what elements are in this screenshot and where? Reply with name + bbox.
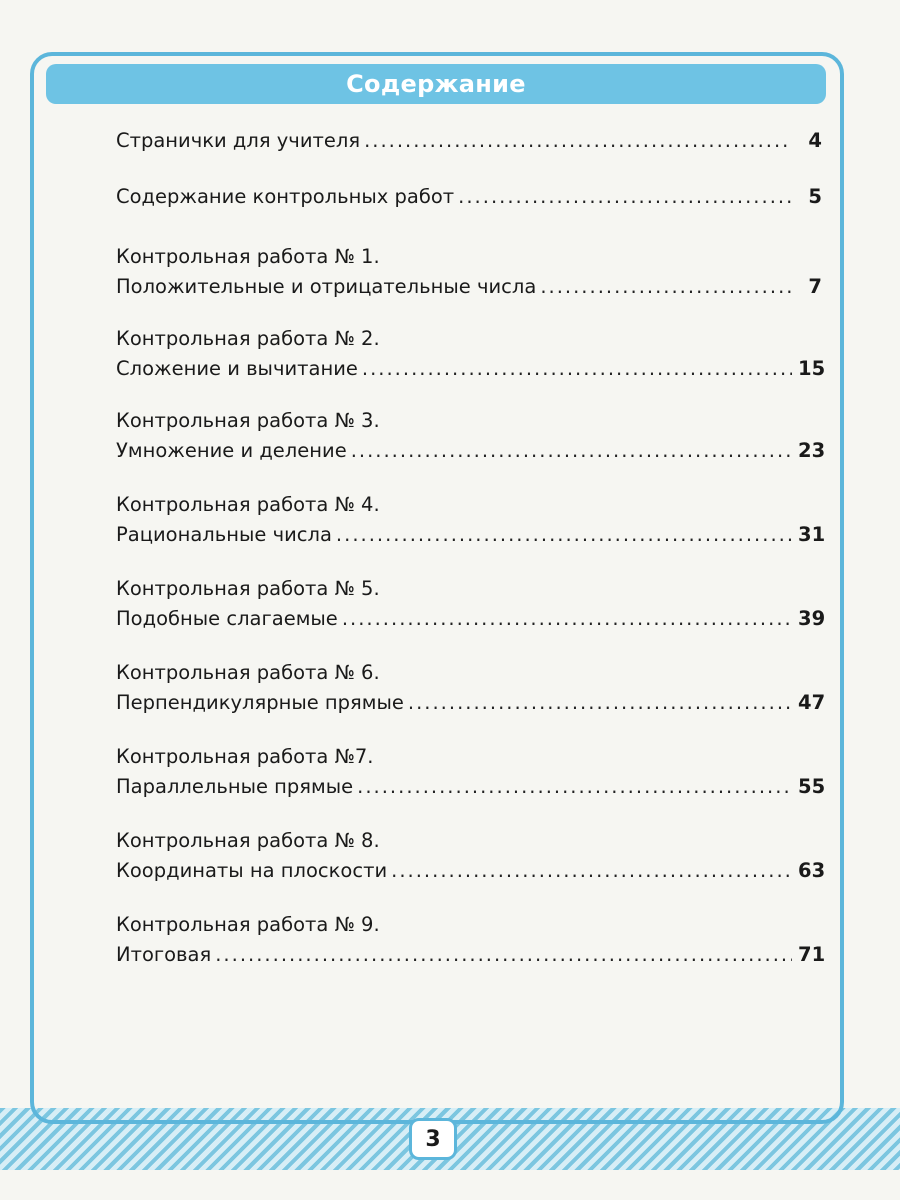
toc-entry-title: Координаты на плоскости	[116, 859, 388, 882]
toc-entry-title: Странички для учителя	[116, 129, 361, 152]
toc-entry-line	[116, 520, 826, 550]
toc-entry-heading: Контрольная работа № 5.	[116, 577, 380, 600]
dot-leader	[215, 940, 792, 970]
toc-entry-heading: Контрольная работа №7.	[116, 745, 374, 768]
toc-entry	[116, 182, 822, 212]
toc-entry-page: 63	[798, 859, 826, 882]
toc-entry-heading: Контрольная работа № 9.	[116, 913, 380, 936]
toc-entry	[116, 126, 822, 156]
toc-entry-line	[116, 126, 822, 156]
page-number-box	[409, 1118, 457, 1160]
toc-entry	[116, 406, 826, 466]
dot-leader	[336, 520, 792, 550]
dot-leader	[342, 604, 792, 634]
dot-leader	[391, 856, 792, 886]
toc-entry-line	[116, 354, 826, 384]
toc-entry-line	[116, 604, 826, 634]
toc-entry-line	[116, 272, 822, 302]
toc-entry-page: 71	[798, 943, 826, 966]
toc-entry-page: 31	[798, 523, 826, 546]
toc-entry-title: Умножение и деление	[116, 439, 347, 462]
toc-entry-line	[116, 688, 826, 718]
toc-entry-page: 55	[798, 775, 826, 798]
contents-title: Содержание	[346, 70, 526, 98]
toc-entry-page: 7	[808, 275, 822, 298]
toc-entry-heading: Контрольная работа № 1.	[116, 245, 380, 268]
toc-entry-line	[116, 940, 826, 970]
toc-entry-title: Положительные и отрицательные числа	[116, 275, 537, 298]
dot-leader	[362, 354, 792, 384]
toc-entry	[116, 324, 826, 384]
toc-entry	[116, 742, 826, 802]
contents-header	[46, 64, 826, 104]
toc-entry-title: Содержание контрольных работ	[116, 185, 455, 208]
toc-entry-page: 5	[808, 185, 822, 208]
toc-entry-title: Сложение и вычитание	[116, 357, 358, 380]
toc-entry-title: Рациональные числа	[116, 523, 332, 546]
toc-entry-heading: Контрольная работа № 2.	[116, 327, 380, 350]
toc-entry-line	[116, 772, 826, 802]
toc-entry-page: 47	[798, 691, 826, 714]
toc-entry-title: Параллельные прямые	[116, 775, 354, 798]
toc-entry-title: Итоговая	[116, 943, 212, 966]
toc-entry-line	[116, 856, 826, 886]
dot-leader	[364, 126, 792, 156]
toc-entry-page: 39	[798, 607, 826, 630]
toc-entry-heading: Контрольная работа № 8.	[116, 829, 380, 852]
toc-entry	[116, 826, 826, 886]
toc-entry-page: 4	[808, 129, 822, 152]
toc-entry-line	[116, 436, 826, 466]
dot-leader	[458, 182, 792, 212]
dot-leader	[357, 772, 792, 802]
toc-entry-line	[116, 182, 822, 212]
dot-leader	[540, 272, 792, 302]
toc-entry	[116, 242, 822, 302]
toc-entry	[116, 490, 826, 550]
toc-entry-page: 15	[798, 357, 826, 380]
toc-entry-title: Подобные слагаемые	[116, 607, 338, 630]
toc-entry-page: 23	[798, 439, 826, 462]
dot-leader	[408, 688, 792, 718]
toc-entry-heading: Контрольная работа № 6.	[116, 661, 380, 684]
toc-entry-title: Перпендикулярные прямые	[116, 691, 404, 714]
toc-entry-heading: Контрольная работа № 4.	[116, 493, 380, 516]
toc-entry	[116, 910, 826, 970]
toc-entry-heading: Контрольная работа № 3.	[116, 409, 380, 432]
page-number: 3	[425, 1126, 441, 1152]
toc-entry	[116, 658, 826, 718]
dot-leader	[351, 436, 792, 466]
toc-entry	[116, 574, 826, 634]
